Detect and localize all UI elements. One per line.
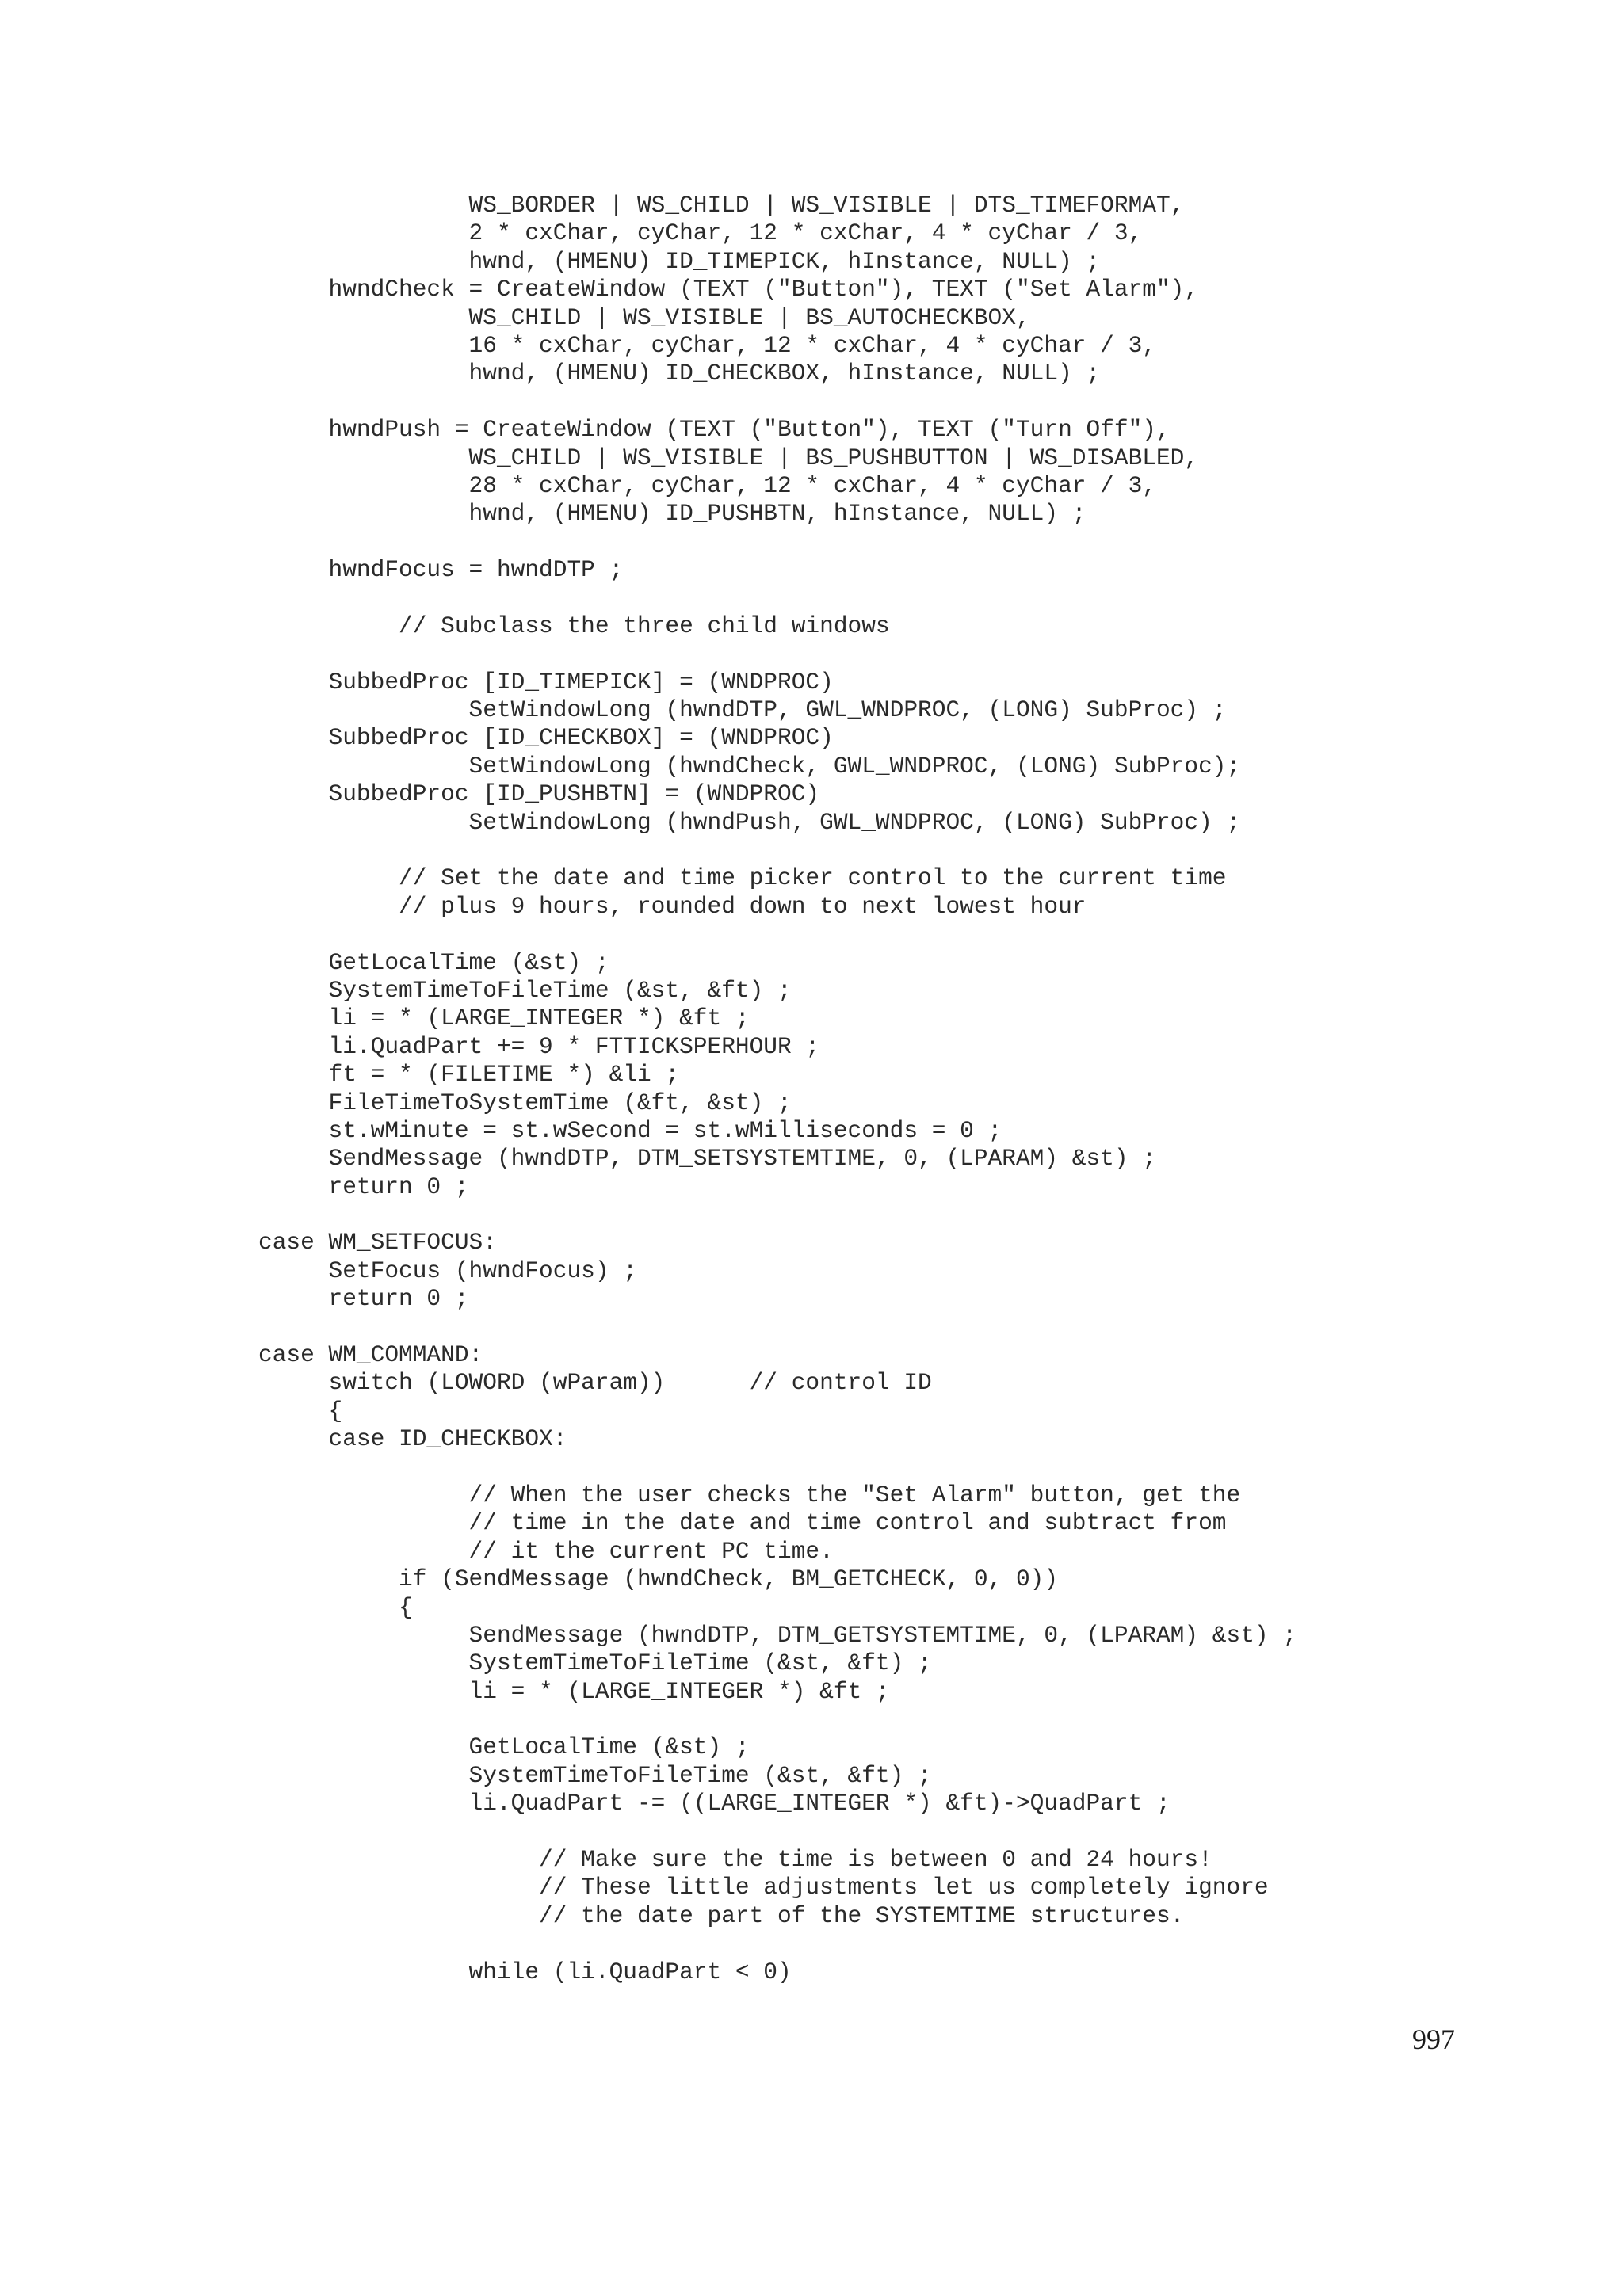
code-line: SetWindowLong (hwndDTP, GWL_WNDPROC, (LONG) SubProc) ; <box>258 696 1227 724</box>
code-line: GetLocalTime (&st) ; <box>258 948 609 976</box>
code-line <box>258 640 1296 668</box>
code-line: FileTimeToSystemTime (&ft, &st) ; <box>258 1089 792 1116</box>
code-line: switch (LOWORD (wParam)) // control ID <box>258 1369 932 1397</box>
code-line: SubbedProc [ID_CHECKBOX] = (WNDPROC) <box>258 724 834 752</box>
code-line: SubbedProc [ID_TIMEPICK] = (WNDPROC) <box>258 668 834 696</box>
code-line: li.QuadPart -= ((LARGE_INTEGER *) &ft)->QuadPart ; <box>258 1790 1170 1817</box>
code-line: // the date part of the SYSTEMTIME structures. <box>258 1901 1185 1929</box>
page-number: 997 <box>1412 2023 1455 2055</box>
code-line: SystemTimeToFileTime (&st, &ft) ; <box>258 976 792 1004</box>
code-line: hwnd, (HMENU) ID_TIMEPICK, hInstance, NULL) ; <box>258 247 1101 275</box>
code-line: li.QuadPart += 9 * FTTICKSPERHOUR ; <box>258 1032 820 1060</box>
code-line: hwndCheck = CreateWindow (TEXT ("Button"), TEXT ("Set Alarm"), <box>258 276 1199 303</box>
code-line: SubbedProc [ID_PUSHBTN] = (WNDPROC) <box>258 780 820 808</box>
code-line: // These little adjustments let us completely ignore <box>258 1874 1269 1901</box>
code-line: SendMessage (hwndDTP, DTM_SETSYSTEMTIME, 0, (LPARAM) &st) ; <box>258 1145 1156 1173</box>
code-line: ft = * (FILETIME *) &li ; <box>258 1061 680 1089</box>
code-line: st.wMinute = st.wSecond = st.wMilliseconds = 0 ; <box>258 1116 1002 1144</box>
code-line: SystemTimeToFileTime (&st, &ft) ; <box>258 1650 932 1677</box>
code-line <box>258 921 1296 948</box>
code-line <box>258 837 1296 864</box>
code-line: // When the user checks the "Set Alarm" button, get the <box>258 1481 1241 1508</box>
code-line: if (SendMessage (hwndCheck, BM_GETCHECK, 0, 0)) <box>258 1566 1059 1593</box>
code-line: while (li.QuadPart < 0) <box>258 1958 792 1985</box>
code-line: hwnd, (HMENU) ID_CHECKBOX, hInstance, NULL) ; <box>258 360 1101 387</box>
code-line: SetWindowLong (hwndPush, GWL_WNDPROC, (LONG) SubProc) ; <box>258 808 1241 836</box>
code-line <box>258 584 1296 612</box>
code-line: { <box>258 1397 343 1425</box>
code-line: // it the current PC time. <box>258 1537 834 1565</box>
code-line: return 0 ; <box>258 1285 469 1313</box>
code-line: case WM_COMMAND: <box>258 1341 483 1369</box>
code-line <box>258 1201 1296 1229</box>
code-line: // plus 9 hours, rounded down to next lowest hour <box>258 892 1086 920</box>
code-line: // time in the date and time control and subtract from <box>258 1509 1227 1537</box>
code-line <box>258 1454 1296 1482</box>
code-line <box>258 1314 1296 1341</box>
code-line <box>258 1930 1296 1958</box>
code-line: WS_BORDER | WS_CHILD | WS_VISIBLE | DTS_TIMEFORMAT, <box>258 192 1185 219</box>
code-line: SetWindowLong (hwndCheck, GWL_WNDPROC, (LONG) SubProc); <box>258 752 1241 780</box>
code-line <box>258 528 1296 556</box>
code-line: // Subclass the three child windows <box>258 612 890 639</box>
code-line <box>258 1706 1296 1733</box>
code-line: 28 * cxChar, cyChar, 12 * cxChar, 4 * cyChar / 3, <box>258 471 1156 499</box>
code-line: { <box>258 1593 413 1621</box>
code-line: return 0 ; <box>258 1173 469 1200</box>
code-line <box>258 388 1296 416</box>
code-line: WS_CHILD | WS_VISIBLE | BS_AUTOCHECKBOX, <box>258 303 1030 331</box>
code-line: case ID_CHECKBOX: <box>258 1425 567 1453</box>
code-line: // Set the date and time picker control to the current time <box>258 864 1227 892</box>
code-line: SendMessage (hwndDTP, DTM_GETSYSTEMTIME, 0, (LPARAM) &st) ; <box>258 1621 1297 1649</box>
code-line: // Make sure the time is between 0 and 24 hours! <box>258 1846 1212 1874</box>
code-line: li = * (LARGE_INTEGER *) &ft ; <box>258 1677 890 1705</box>
code-line: 16 * cxChar, cyChar, 12 * cxChar, 4 * cyChar / 3, <box>258 331 1156 359</box>
code-line: 2 * cxChar, cyChar, 12 * cxChar, 4 * cyChar / 3, <box>258 219 1143 247</box>
code-line: SetFocus (hwndFocus) ; <box>258 1257 637 1284</box>
code-line: SystemTimeToFileTime (&st, &ft) ; <box>258 1761 932 1789</box>
code-line: case WM_SETFOCUS: <box>258 1229 497 1257</box>
code-line: hwnd, (HMENU) ID_PUSHBTN, hInstance, NULL) ; <box>258 500 1086 528</box>
code-line: hwndPush = CreateWindow (TEXT ("Button"), TEXT ("Turn Off"), <box>258 416 1170 444</box>
code-line: li = * (LARGE_INTEGER *) &ft ; <box>258 1005 750 1032</box>
code-line: GetLocalTime (&st) ; <box>258 1733 750 1761</box>
code-line: hwndFocus = hwndDTP ; <box>258 556 624 584</box>
code-line <box>258 1818 1296 1846</box>
code-line: WS_CHILD | WS_VISIBLE | BS_PUSHBUTTON | WS_DISABLED, <box>258 444 1199 471</box>
code-listing <box>258 192 1296 1986</box>
